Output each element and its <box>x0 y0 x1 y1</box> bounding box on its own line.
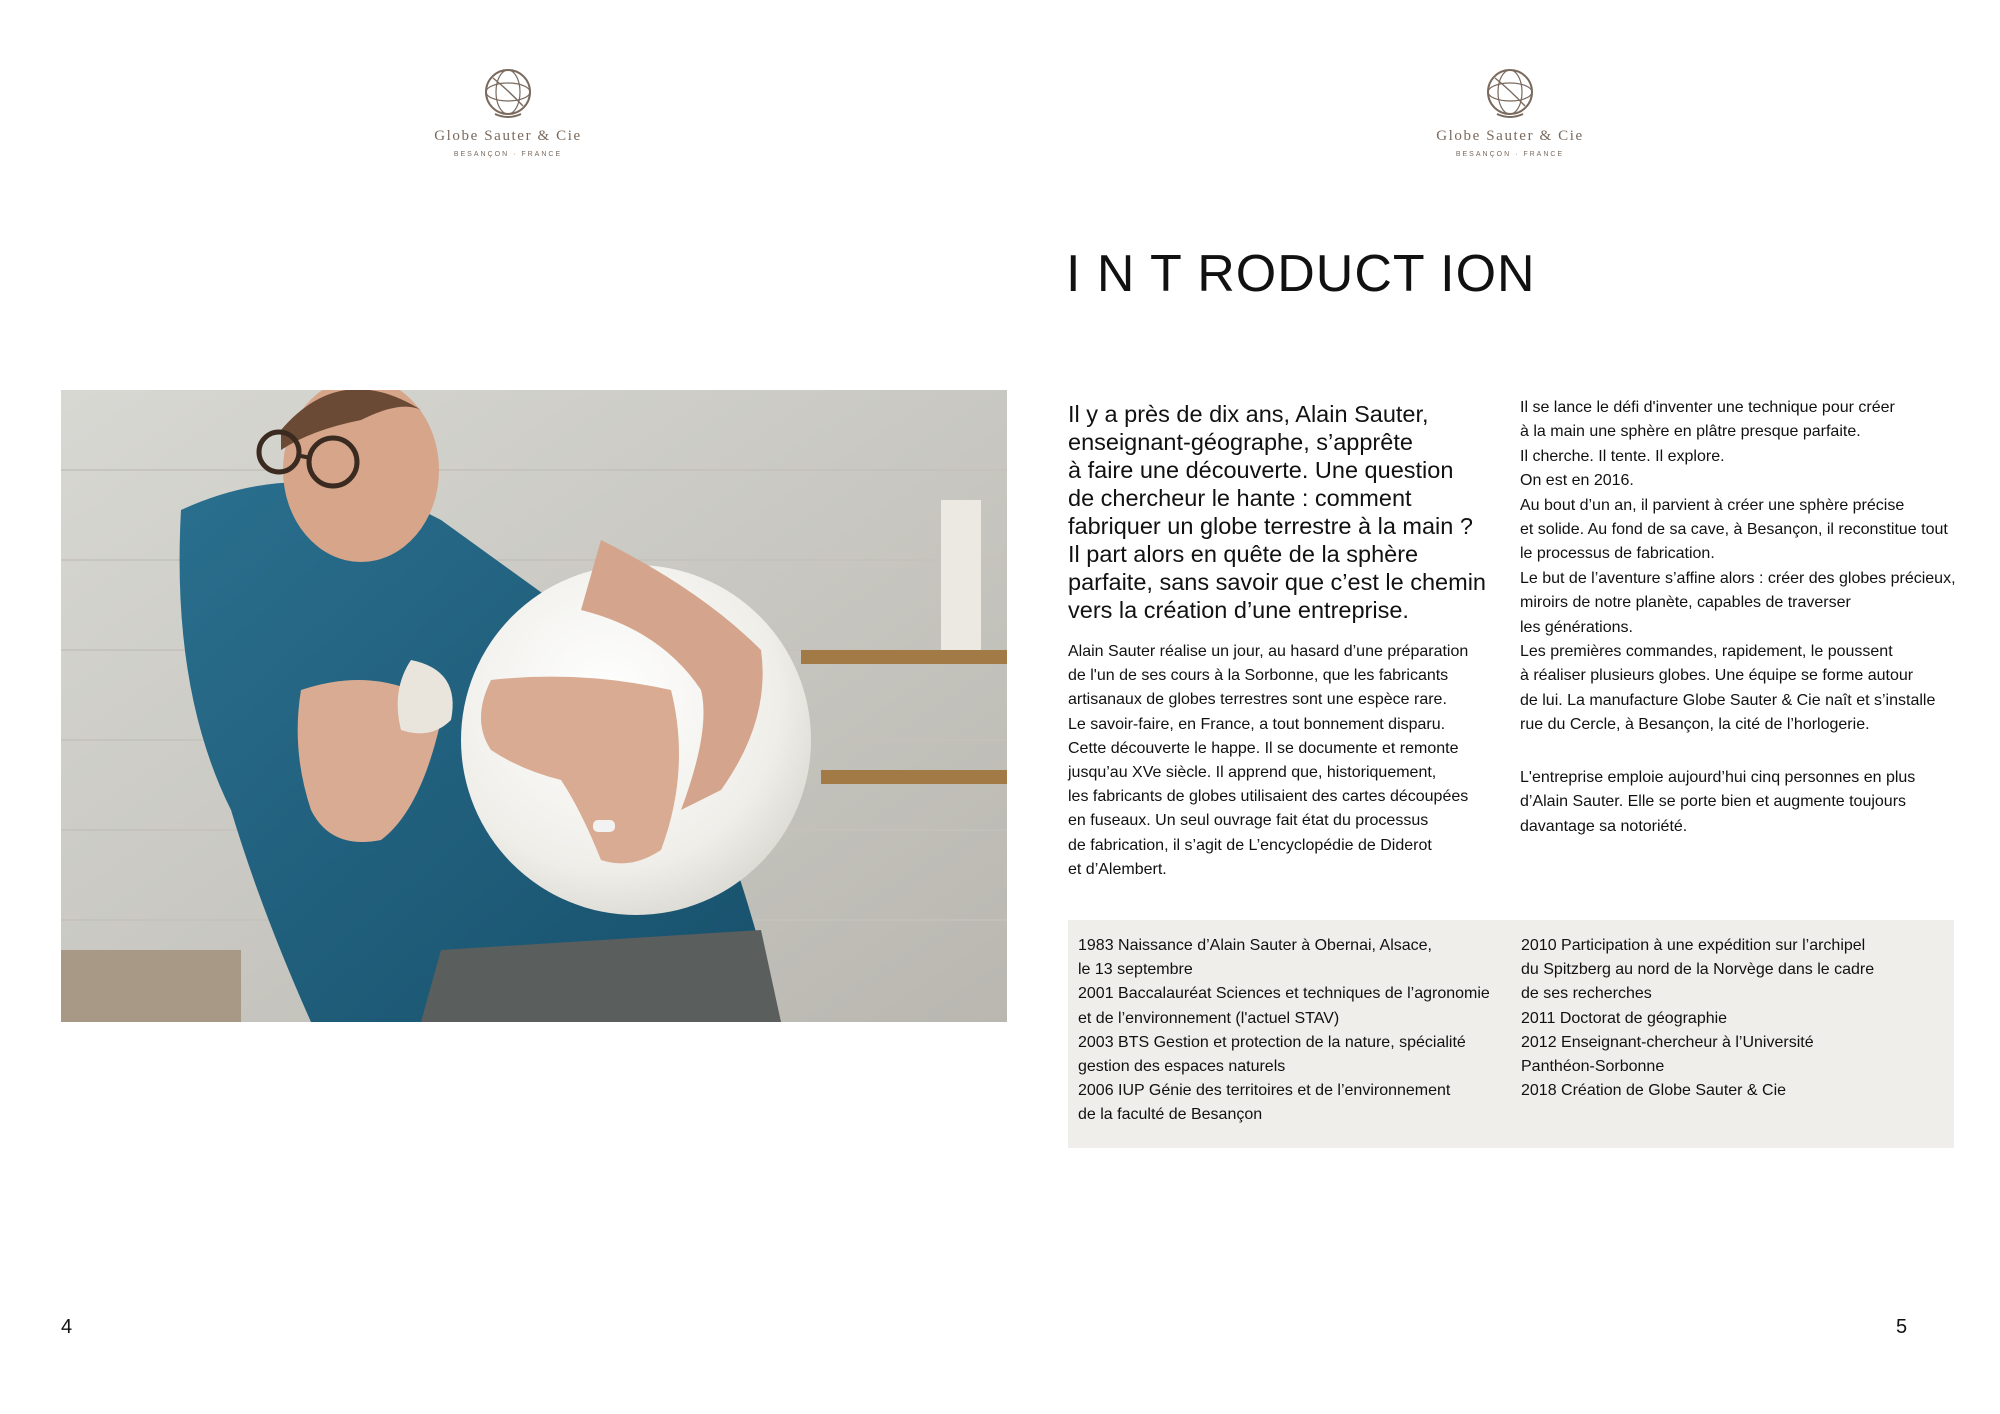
logo-location-text: BESANÇON · FRANCE <box>1455 151 1565 158</box>
timeline-left-column <box>1078 934 1490 1128</box>
timeline-entry-line: Panthéon-Sorbonne <box>1521 1058 1665 1076</box>
timeline-entry-line: 2011 Doctorat de géographie <box>1521 1009 1728 1027</box>
lead-line: parfaite, sans savoir que c’est le chemin <box>1068 569 1486 595</box>
brand-logo-right <box>1420 62 1600 174</box>
logo-brand-text: Globe Sauter & Cie <box>434 128 582 144</box>
body-line: en fuseaux. Un seul ouvrage fait état du processus <box>1068 812 1429 830</box>
timeline-entry-line: 2018 Création de Globe Sauter & Cie <box>1521 1082 1787 1100</box>
globe-logo-icon <box>473 62 543 124</box>
paragraph-spacer <box>1520 738 1980 766</box>
right-paragraph-1 <box>1520 396 1980 738</box>
timeline-entry-line: 1983 Naissance d’Alain Sauter à Obernai, Alsace, <box>1078 937 1432 954</box>
right-line: Il se lance le défi d'inventer une technique pour créer <box>1520 399 1895 416</box>
lead-line: Il y a près de dix ans, Alain Sauter, <box>1068 401 1429 427</box>
right-line: à la main une sphère en plâtre presque parfaite. <box>1520 423 1861 441</box>
right-line: Le but de l’aventure s’affine alors : créer des globes précieux, <box>1520 569 1956 587</box>
timeline-entry-line: du Spitzberg au nord de la Norvège dans le cadre <box>1521 961 1875 979</box>
right-line: de lui. La manufacture Globe Sauter & Cie naît et s’installe <box>1520 691 1936 709</box>
body-line: jusqu’au XVe siècle. Il apprend que, historiquement, <box>1068 764 1437 782</box>
right-line: rue du Cercle, à Besançon, la cité de l’horlogerie. <box>1520 716 1870 734</box>
timeline-entry-line: de ses recherches <box>1521 985 1652 1003</box>
lead-line: enseignant-géographe, s’apprête <box>1068 429 1413 455</box>
right-column <box>1520 396 1980 839</box>
timeline-entry-line: le 13 septembre <box>1078 961 1193 979</box>
right-line: Les premières commandes, rapidement, le poussent <box>1520 643 1893 661</box>
logo-brand-text: Globe Sauter & Cie <box>1436 128 1584 144</box>
body-line: de l'un de ses cours à la Sorbonne, que les fabricants <box>1068 667 1449 685</box>
brand-logo-left <box>418 62 598 174</box>
right-line: à réaliser plusieurs globes. Une équipe se forme autour <box>1520 667 1914 685</box>
timeline-entry-line: 2003 BTS Gestion et protection de la nature, spécialité <box>1078 1033 1466 1051</box>
right-line: On est en 2016. <box>1520 472 1634 490</box>
globe-logo-icon <box>1475 62 1545 124</box>
lead-line: fabriquer un globe terrestre à la main ? <box>1068 513 1473 539</box>
right-line: le processus de fabrication. <box>1520 545 1715 563</box>
timeline-entry-line: et de l’environnement (l'actuel STAV) <box>1078 1009 1340 1027</box>
page-number-right: 5 <box>1896 1316 1908 1338</box>
photo-illustration <box>61 390 1007 1022</box>
body-line: Le savoir-faire, en France, a tout bonnement disparu. <box>1068 715 1446 733</box>
right-line: les générations. <box>1520 618 1633 636</box>
right-line: Au bout d’un an, il parvient à créer une sphère précise <box>1520 496 1905 514</box>
page-number-left: 4 <box>61 1316 73 1338</box>
right-line: davantage sa notoriété. <box>1520 817 1688 835</box>
timeline-entry-line: 2006 IUP Génie des territoires et de l’environnement <box>1078 1082 1451 1100</box>
timeline-entry-line: gestion des espaces naturels <box>1078 1058 1286 1076</box>
body-line: les fabricants de globes utilisaient des cartes découpées <box>1068 788 1469 806</box>
lead-paragraph <box>1068 400 1498 624</box>
body-line: de fabrication, il s’agit de L’encyclopédie de Diderot <box>1068 836 1432 854</box>
timeline-entry-line: 2001 Baccalauréat Sciences et techniques de l’agronomie <box>1078 985 1490 1003</box>
timeline-right-column <box>1521 934 1874 1103</box>
timeline-entry-line: 2010 Participation à une expédition sur l’archipel <box>1521 937 1866 954</box>
body-line: et d’Alembert. <box>1068 860 1167 878</box>
right-line: d’Alain Sauter. Elle se porte bien et augmente toujours <box>1520 793 1907 811</box>
body-paragraph <box>1068 640 1498 882</box>
body-line: Alain Sauter réalise un jour, au hasard d’une préparation <box>1068 643 1469 660</box>
right-line: L'entreprise emploie aujourd’hui cinq personnes en plus <box>1520 768 1916 786</box>
lead-line: de chercheur le hante : comment <box>1068 485 1412 511</box>
right-line: miroirs de notre planète, capables de traverser <box>1520 594 1851 612</box>
lead-line: vers la création d’une entreprise. <box>1068 597 1409 623</box>
timeline-entry-line: 2012 Enseignant-chercheur à l’Université <box>1521 1033 1814 1051</box>
lead-line: Il part alors en quête de la sphère <box>1068 541 1419 567</box>
page-title: I N T RODUCT ION <box>1066 245 1536 303</box>
timeline-entry-line: de la faculté de Besançon <box>1078 1106 1263 1124</box>
lead-line: à faire une découverte. Une question <box>1068 457 1454 483</box>
right-paragraph-2 <box>1520 766 1980 839</box>
artisan-photo <box>61 390 1007 1022</box>
body-line: Cette découverte le happe. Il se documente et remonte <box>1068 739 1459 757</box>
body-line: artisanaux de globes terrestres sont une espèce rare. <box>1068 691 1447 709</box>
right-line: et solide. Au fond de sa cave, à Besançon, il reconstitue tout <box>1520 521 1948 539</box>
logo-location-text: BESANÇON · FRANCE <box>453 151 563 158</box>
timeline-box <box>1068 920 1954 1148</box>
right-line: Il cherche. Il tente. Il explore. <box>1520 447 1725 465</box>
